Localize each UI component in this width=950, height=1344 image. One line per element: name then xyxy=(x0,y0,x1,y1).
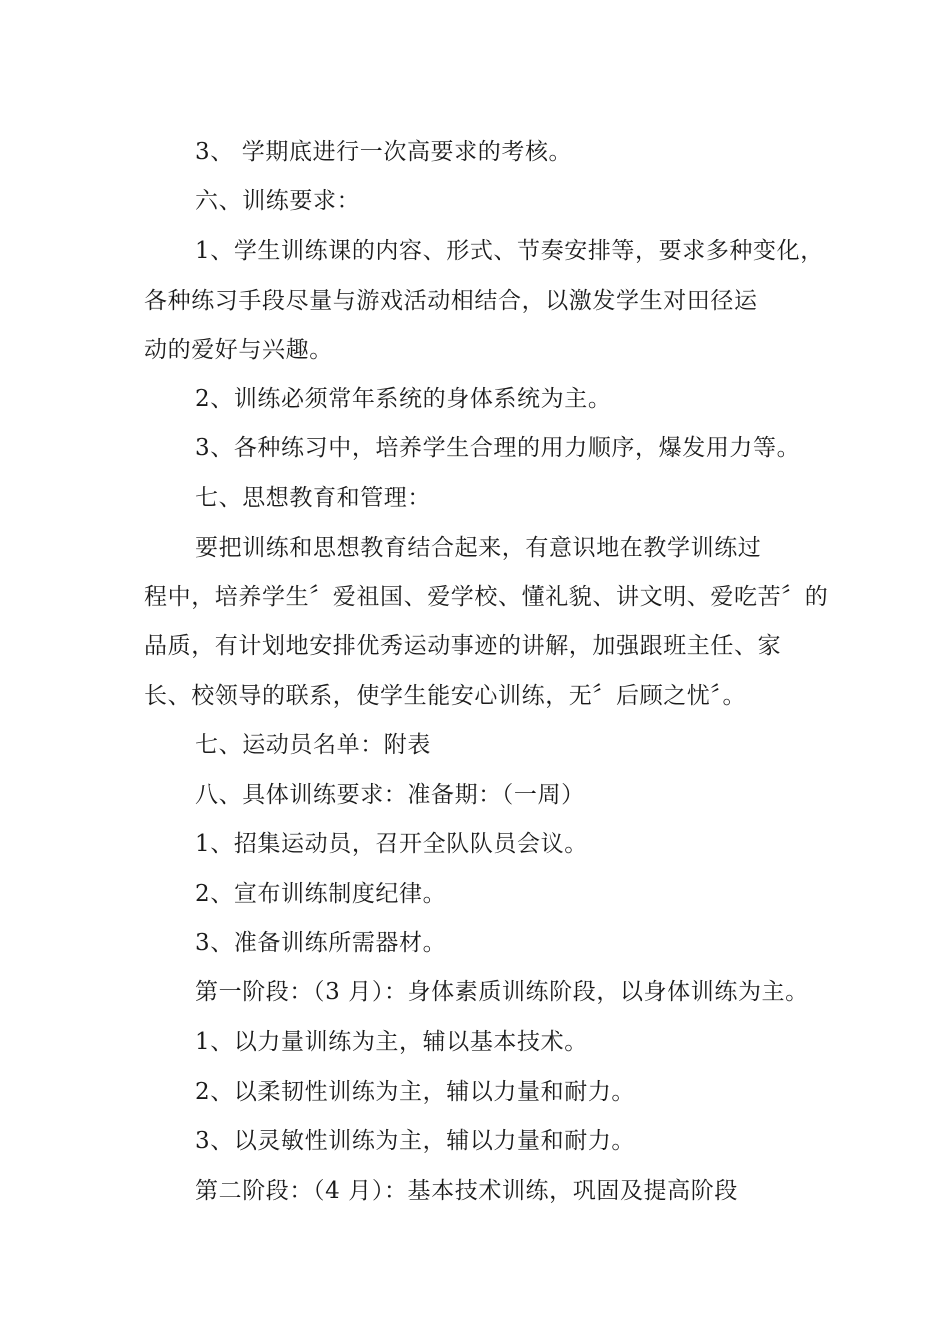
text-line: 1、以力量训练为主，辅以基本技术。 xyxy=(195,1029,588,1055)
section-heading: 六、训练要求： xyxy=(195,188,361,214)
section-heading: 第一阶段：（3 月）：身体素质训练阶段，以身体训练为主。 xyxy=(195,979,809,1005)
text-line: 1、学生训练课的内容、形式、节奏安排等，要求多种变化， xyxy=(195,238,824,264)
text-line: 3、 学期底进行一次高要求的考核。 xyxy=(195,139,573,165)
section-heading: 八、具体训练要求：准备期：（一周） xyxy=(195,782,585,808)
text-line: 要把训练和思想教育结合起来，有意识地在教学训练过 xyxy=(195,535,762,561)
text-line: 1、招集运动员，召开全队队员会议。 xyxy=(195,831,588,857)
text-line: 品质，有计划地安排优秀运动事迹的讲解，加强跟班主任、家 xyxy=(144,633,782,659)
text-line: 2、训练必须常年系统的身体系统为主。 xyxy=(195,386,612,412)
text-line: 各种练习手段尽量与游戏活动相结合，以激发学生对田径运 xyxy=(144,288,758,314)
text-line: 3、准备训练所需器材。 xyxy=(195,930,447,956)
section-heading: 七、运动员名单：附表 xyxy=(195,732,431,758)
section-heading: 七、思想教育和管理： xyxy=(195,485,431,511)
text-line: 2、宣布训练制度纪律。 xyxy=(195,881,447,907)
text-line: 程中，培养学生〞爱祖国、爱学校、懂礼貌、讲文明、爱吃苦〞的 xyxy=(144,584,829,610)
text-line: 3、以灵敏性训练为主，辅以力量和耐力。 xyxy=(195,1128,636,1154)
text-line: 3、各种练习中，培养学生合理的用力顺序，爆发用力等。 xyxy=(195,435,801,461)
text-line: 长、校领导的联系，使学生能安心训练，无〞后顾之忧〞。 xyxy=(144,683,747,709)
text-line: 动的爱好与兴趣。 xyxy=(144,337,333,363)
text-line: 2、以柔韧性训练为主，辅以力量和耐力。 xyxy=(195,1079,636,1105)
section-heading: 第二阶段：（4 月）：基本技术训练，巩固及提高阶段 xyxy=(195,1178,738,1204)
